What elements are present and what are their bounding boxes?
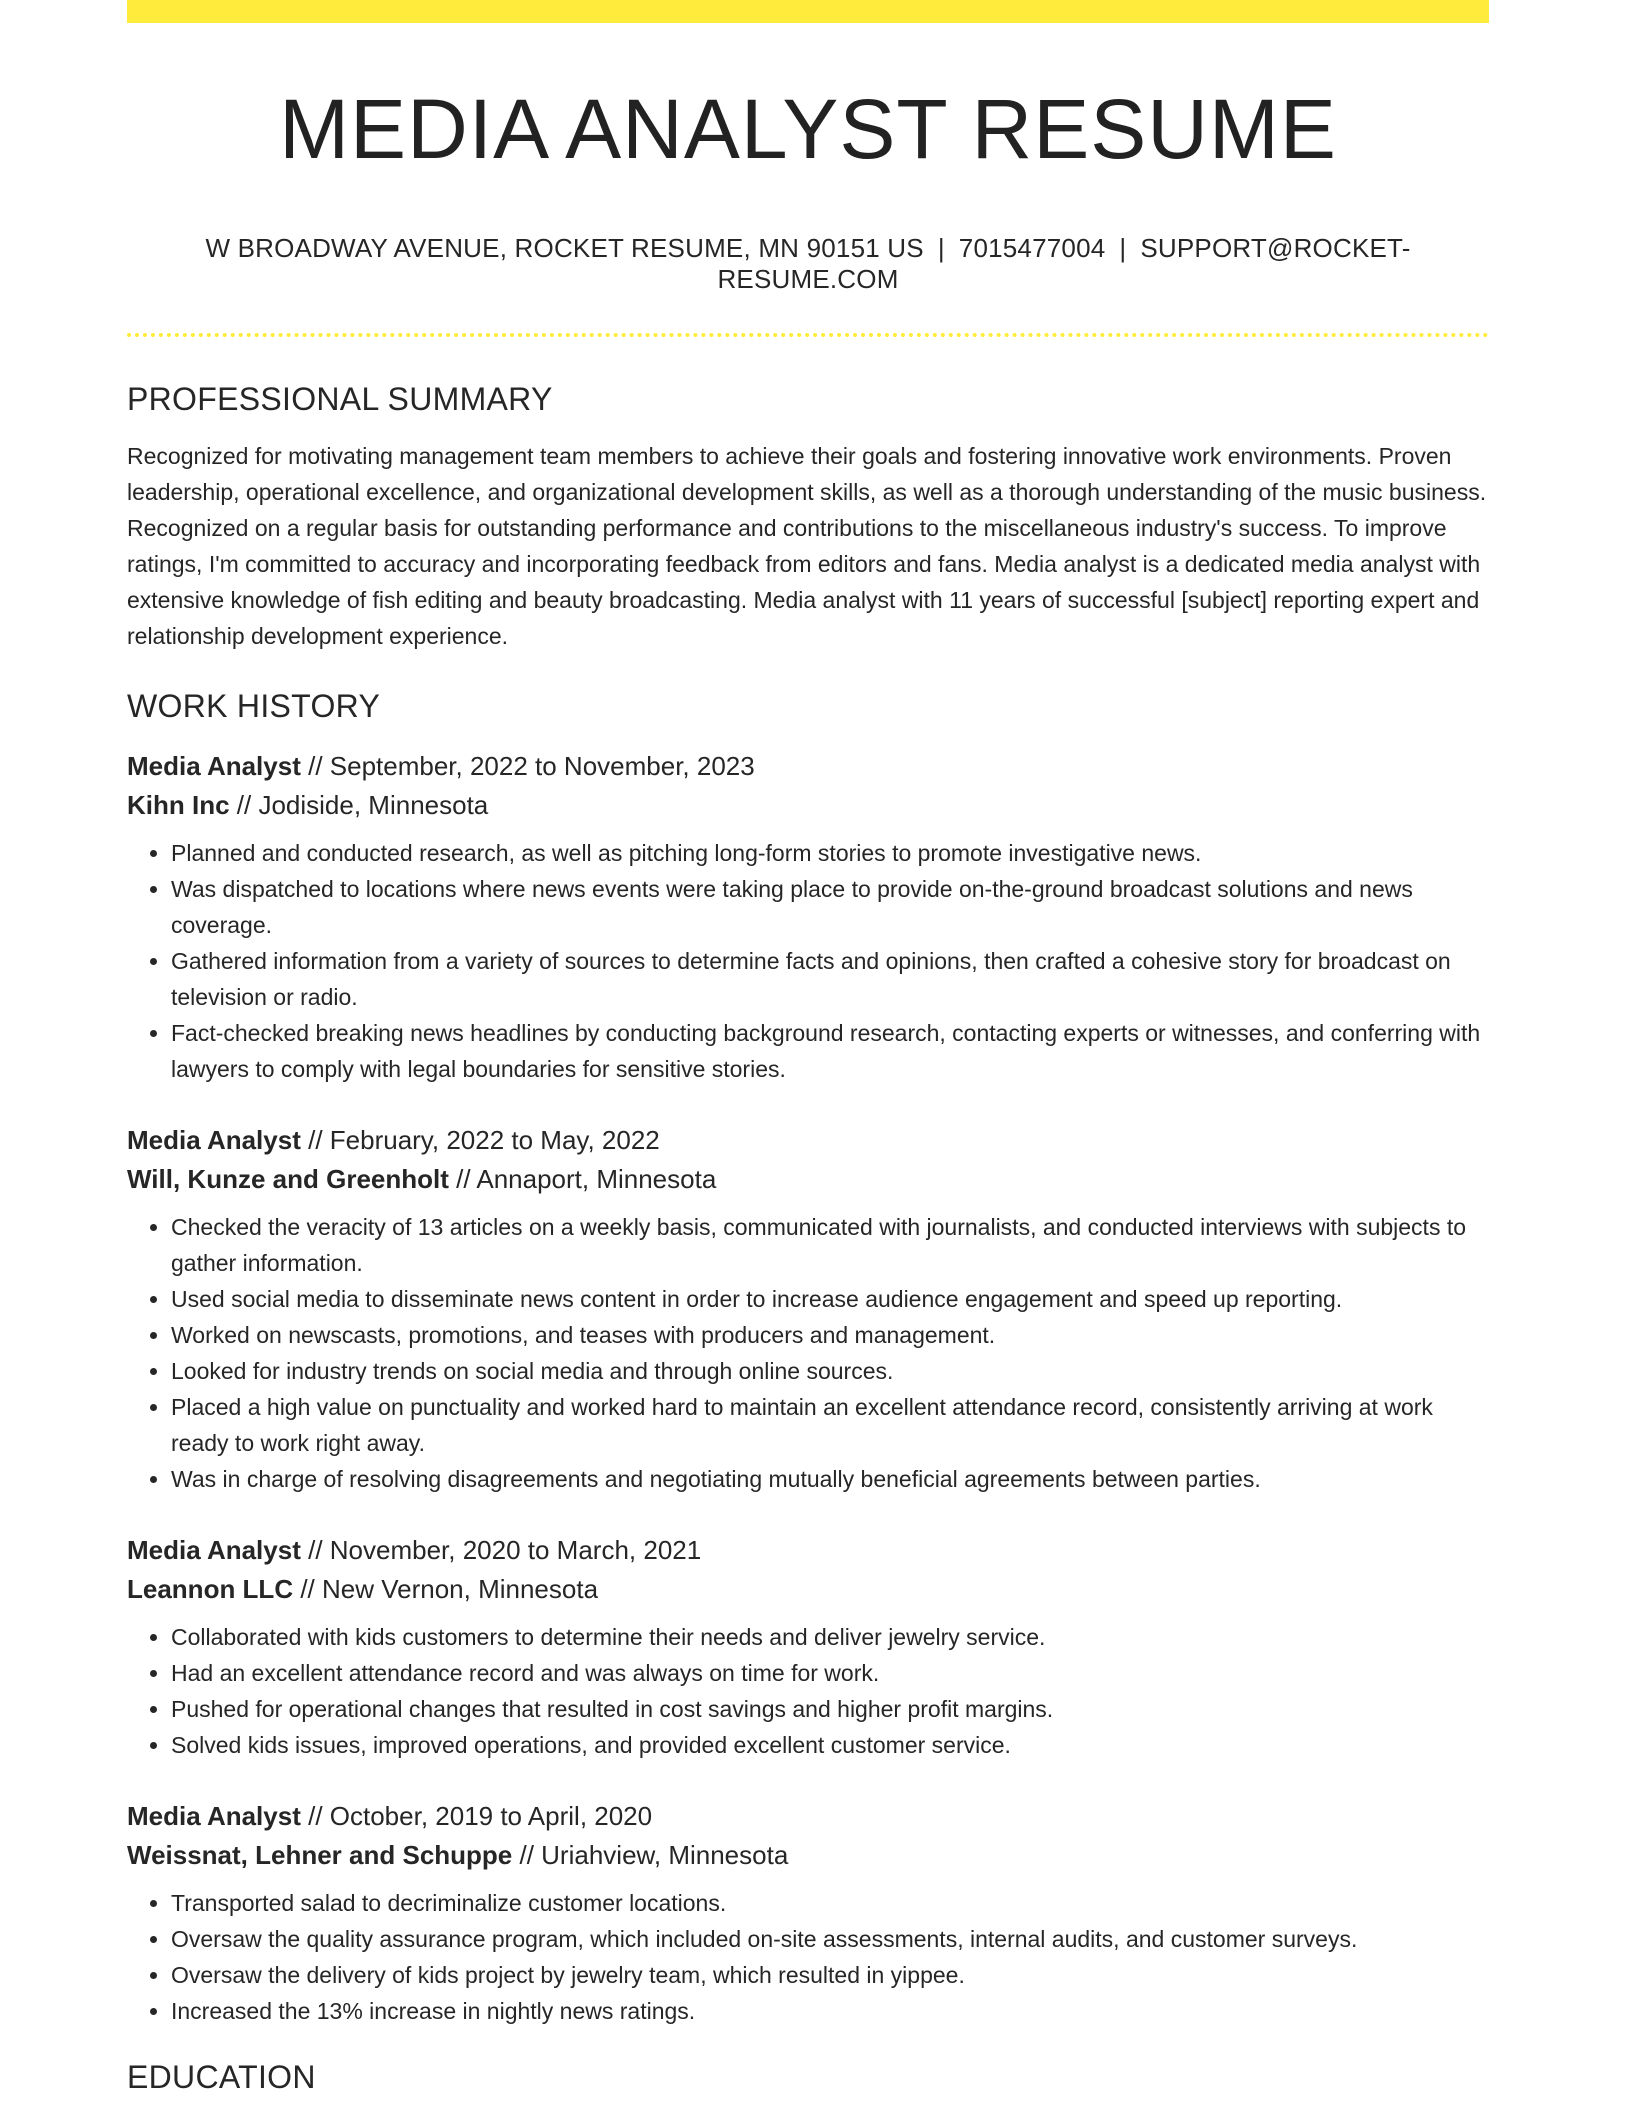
job-location: // Annaport, Minnesota (448, 1164, 717, 1195)
job-bullet: • Was in charge of resolving disagreements and negotiating mutually beneficial agreements between parties. (171, 1461, 1489, 1497)
dotted-divider (127, 333, 1489, 337)
job-bullet: • Looked for industry trends on social media and through online sources. (171, 1353, 1489, 1389)
job-location: // Jodiside, Minnesota (229, 790, 489, 821)
job-bullets (127, 1209, 1489, 1497)
job-dates: // September, 2022 to November, 2023 (300, 751, 755, 782)
job-bullet: • Pushed for operational changes that resulted in cost savings and higher profit margins. (171, 1691, 1489, 1727)
job-entry (127, 1121, 1489, 1497)
job-company: Leannon LLC (127, 1574, 294, 1605)
contact-address: W BROADWAY AVENUE, ROCKET RESUME, MN 90151 US (205, 233, 924, 264)
job-entry (127, 747, 1489, 1087)
job-title-line (127, 1797, 1489, 1836)
job-bullet: • Planned and conducted research, as well as pitching long-form stories to promote investigative news. (171, 835, 1489, 871)
job-bullet: • Collaborated with kids customers to determine their needs and deliver jewelry service. (171, 1619, 1489, 1655)
summary-heading: PROFESSIONAL SUMMARY (127, 381, 553, 418)
job-company: Weissnat, Lehner and Schuppe (127, 1840, 513, 1871)
contact-phone: 7015477004 (958, 233, 1106, 264)
job-bullet: • Oversaw the quality assurance program, which included on-site assessments, internal audits, and customer surveys. (171, 1921, 1489, 1957)
contact-separator: | (937, 233, 945, 264)
job-dates: // February, 2022 to May, 2022 (300, 1125, 660, 1156)
contact-separator: | (1119, 233, 1127, 264)
job-location: // Uriahview, Minnesota (512, 1840, 789, 1871)
job-bullet: • Increased the 13% increase in nightly news ratings. (171, 1993, 1489, 2029)
education-heading: EDUCATION (127, 2059, 316, 2096)
job-company-line (127, 786, 1489, 825)
job-bullets (127, 1885, 1489, 2029)
job-company: Kihn Inc (127, 790, 230, 821)
job-bullets (127, 835, 1489, 1087)
job-title: Media Analyst (127, 1535, 301, 1566)
job-bullet: • Was dispatched to locations where news events were taking place to provide on-the-ground broadcast solutions and news coverage. (171, 871, 1489, 943)
job-title: Media Analyst (127, 751, 301, 782)
job-bullet: • Gathered information from a variety of sources to determine facts and opinions, then crafted a cohesive story for broadcast on television or radio. (171, 943, 1489, 1015)
resume-page (127, 0, 1489, 2096)
job-bullets (127, 1619, 1489, 1763)
job-bullet: • Checked the veracity of 13 articles on a weekly basis, communicated with journalists, and conducted interviews with subjects to gather information. (171, 1209, 1489, 1281)
job-company: Will, Kunze and Greenholt (127, 1164, 449, 1195)
resume-title: MEDIA ANALYST RESUME (279, 82, 1337, 176)
job-title-line (127, 1531, 1489, 1570)
job-bullet: • Used social media to disseminate news content in order to increase audience engagement and speed up reporting. (171, 1281, 1489, 1317)
job-bullet: • Transported salad to decriminalize customer locations. (171, 1885, 1489, 1921)
work-history-heading: WORK HISTORY (127, 688, 381, 725)
job-bullet: • Fact-checked breaking news headlines by conducting background research, contacting experts or witnesses, and conferring with lawyers to comply with legal boundaries for sensitive stories. (171, 1015, 1489, 1087)
job-title-line (127, 747, 1489, 786)
job-company-line (127, 1570, 1489, 1609)
job-bullet: • Had an excellent attendance record and was always on time for work. (171, 1655, 1489, 1691)
job-title-line (127, 1121, 1489, 1160)
contact-email: SUPPORT@ROCKET-RESUME.COM (717, 233, 1411, 295)
job-bullet: • Placed a high value on punctuality and worked hard to maintain an excellent attendance record, consistently arriving at work ready to work right away. (171, 1389, 1489, 1461)
job-title: Media Analyst (127, 1801, 301, 1832)
job-dates: // November, 2020 to March, 2021 (300, 1535, 702, 1566)
job-entry (127, 1531, 1489, 1763)
accent-bar (127, 0, 1489, 23)
job-dates: // October, 2019 to April, 2020 (300, 1801, 653, 1832)
job-entry (127, 1797, 1489, 2029)
job-location: // New Vernon, Minnesota (293, 1574, 599, 1605)
job-bullet: • Oversaw the delivery of kids project by jewelry team, which resulted in yippee. (171, 1957, 1489, 1993)
summary-text: Recognized for motivating management team members to achieve their goals and fostering innovative work environments. Proven leadership, operational excellence, and organizational development skills, as well as a thorough understanding of the music business. Recognized on a regular basis for outstanding performance and contributions to the miscellaneous industry's success. To improve ratings, I'm committed to accuracy and incorporating feedback from editors and fans. Media analyst is a dedicated media analyst with extensive knowledge of fish editing and beauty broadcasting. Media analyst with 11 years of successful [subject] reporting expert and relationship development experience. (127, 443, 1487, 650)
job-bullet: • Worked on newscasts, promotions, and teases with producers and management. (171, 1317, 1489, 1353)
job-company-line (127, 1836, 1489, 1875)
job-title: Media Analyst (127, 1125, 301, 1156)
job-company-line (127, 1160, 1489, 1199)
job-bullet: • Solved kids issues, improved operations, and provided excellent customer service. (171, 1727, 1489, 1763)
contact-line (127, 233, 1489, 295)
